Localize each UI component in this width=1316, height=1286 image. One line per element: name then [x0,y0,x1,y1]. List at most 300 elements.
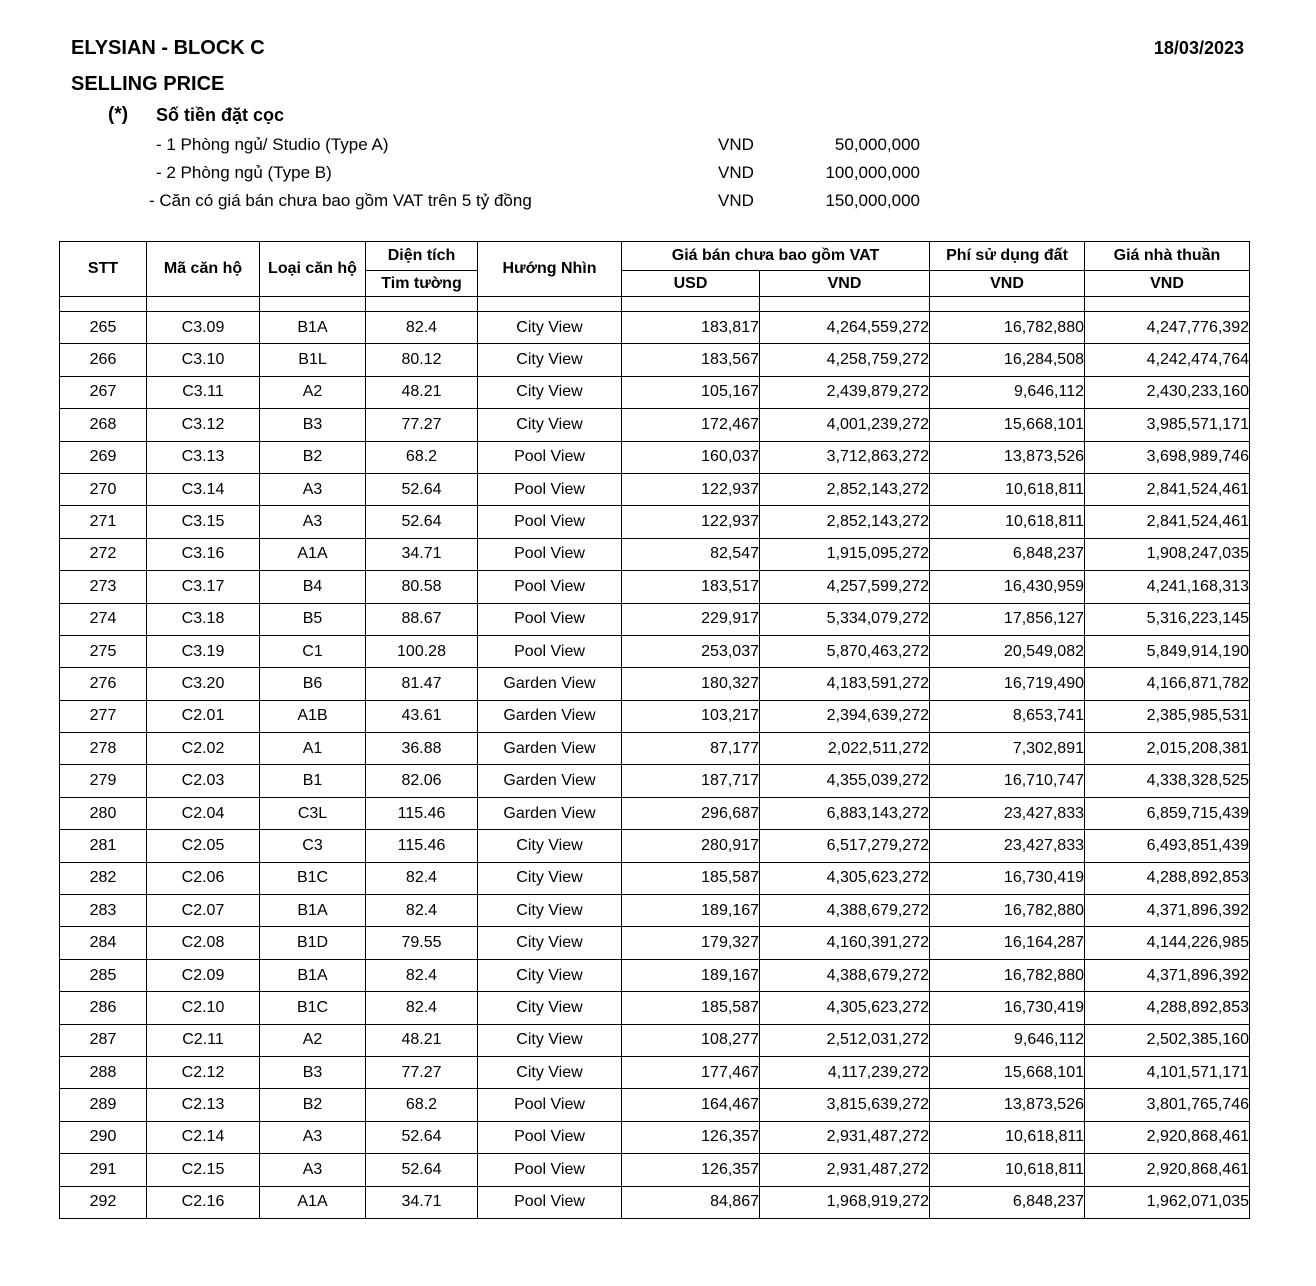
cell-price-usd: 189,167 [622,959,760,991]
table-row [60,765,1250,797]
cell-land-fee: 20,549,082 [930,635,1085,667]
cell-unit-type: B2 [260,1089,366,1121]
deposit-item [0,163,1316,187]
table-row [60,1056,1250,1088]
cell-land-fee: 16,730,419 [930,992,1085,1024]
table-row [60,344,1250,376]
table-row [60,895,1250,927]
deposit-amount: 100,000,000 [825,163,920,182]
header-stt: STT [60,242,147,297]
cell-land-fee: 10,618,811 [930,473,1085,505]
cell-unit-code: C3.13 [147,441,260,473]
cell-stt: 289 [60,1089,147,1121]
cell-price-vnd: 4,388,679,272 [760,895,930,927]
cell-price-vnd: 4,257,599,272 [760,571,930,603]
cell-net-price: 4,241,168,313 [1085,571,1250,603]
cell-price-usd: 280,917 [622,830,760,862]
cell-land-fee: 16,782,880 [930,312,1085,344]
cell-price-vnd: 4,355,039,272 [760,765,930,797]
table-row [60,1121,1250,1153]
cell-unit-type: B5 [260,603,366,635]
table-row [60,441,1250,473]
cell-price-vnd: 4,117,239,272 [760,1056,930,1088]
cell-unit-type: B6 [260,668,366,700]
table-row [60,959,1250,991]
cell-net-price: 4,247,776,392 [1085,312,1250,344]
cell-price-usd: 164,467 [622,1089,760,1121]
cell-net-price: 4,144,226,985 [1085,927,1250,959]
cell-price-usd: 82,547 [622,538,760,570]
cell-price-usd: 84,867 [622,1186,760,1218]
cell-net-price: 4,338,328,525 [1085,765,1250,797]
cell-price-vnd: 4,258,759,272 [760,344,930,376]
cell-price-vnd: 6,883,143,272 [760,797,930,829]
cell-net-price: 2,430,233,160 [1085,376,1250,408]
cell-net-price: 2,385,985,531 [1085,700,1250,732]
cell-net-price: 3,698,989,746 [1085,441,1250,473]
cell-area: 48.21 [366,376,478,408]
cell-area: 52.64 [366,1154,478,1186]
cell-land-fee: 17,856,127 [930,603,1085,635]
cell-area: 52.64 [366,1121,478,1153]
header-price-excl-vat: Giá bán chưa bao gồm VAT [622,242,930,271]
cell-area: 115.46 [366,797,478,829]
cell-price-usd: 87,177 [622,733,760,765]
cell-view: City View [478,992,622,1024]
cell-area: 34.71 [366,538,478,570]
header-unit-type: Loại căn hộ [260,242,366,297]
cell-land-fee: 9,646,112 [930,376,1085,408]
table-row [60,700,1250,732]
cell-stt: 286 [60,992,147,1024]
cell-price-usd: 180,327 [622,668,760,700]
cell-price-usd: 253,037 [622,635,760,667]
cell-stt: 292 [60,1186,147,1218]
header-net-price: Giá nhà thuần [1085,242,1250,271]
cell-unit-type: B4 [260,571,366,603]
cell-area: 100.28 [366,635,478,667]
cell-price-vnd: 3,712,863,272 [760,441,930,473]
cell-view: Pool View [478,1154,622,1186]
table-row [60,506,1250,538]
cell-unit-type: A3 [260,506,366,538]
cell-unit-type: C3 [260,830,366,862]
table-row [60,668,1250,700]
cell-unit-code: C3.18 [147,603,260,635]
cell-unit-code: C3.19 [147,635,260,667]
cell-area: 80.12 [366,344,478,376]
cell-unit-type: A1A [260,1186,366,1218]
cell-view: Pool View [478,1089,622,1121]
cell-area: 48.21 [366,1024,478,1056]
cell-stt: 290 [60,1121,147,1153]
cell-net-price: 2,841,524,461 [1085,473,1250,505]
cell-unit-code: C3.15 [147,506,260,538]
cell-price-vnd: 6,517,279,272 [760,830,930,862]
cell-unit-code: C3.14 [147,473,260,505]
cell-view: Pool View [478,635,622,667]
cell-net-price: 4,101,571,171 [1085,1056,1250,1088]
cell-price-vnd: 2,512,031,272 [760,1024,930,1056]
cell-net-price: 5,316,223,145 [1085,603,1250,635]
header-area-basis: Tim tường [366,271,478,297]
document-subtitle: SELLING PRICE [71,73,225,95]
cell-unit-type: A1A [260,538,366,570]
cell-stt: 267 [60,376,147,408]
cell-price-vnd: 4,264,559,272 [760,312,930,344]
cell-net-price: 2,920,868,461 [1085,1154,1250,1186]
cell-stt: 283 [60,895,147,927]
cell-unit-type: A3 [260,1121,366,1153]
cell-net-price: 1,908,247,035 [1085,538,1250,570]
cell-unit-type: A1 [260,733,366,765]
cell-unit-type: A1B [260,700,366,732]
cell-unit-code: C2.12 [147,1056,260,1088]
cell-unit-code: C2.04 [147,797,260,829]
cell-stt: 284 [60,927,147,959]
cell-price-usd: 126,357 [622,1154,760,1186]
cell-unit-code: C3.09 [147,312,260,344]
cell-area: 82.4 [366,862,478,894]
cell-unit-type: A3 [260,473,366,505]
cell-net-price: 3,985,571,171 [1085,409,1250,441]
cell-stt: 271 [60,506,147,538]
cell-price-usd: 179,327 [622,927,760,959]
cell-price-vnd: 2,931,487,272 [760,1154,930,1186]
cell-land-fee: 13,873,526 [930,1089,1085,1121]
cell-price-usd: 187,717 [622,765,760,797]
deposit-label: - 2 Phòng ngủ (Type B) [156,163,332,182]
cell-unit-type: A2 [260,1024,366,1056]
cell-price-usd: 177,467 [622,1056,760,1088]
cell-unit-code: C2.14 [147,1121,260,1153]
cell-net-price: 4,371,896,392 [1085,895,1250,927]
cell-stt: 272 [60,538,147,570]
cell-price-vnd: 4,305,623,272 [760,862,930,894]
cell-net-price: 2,841,524,461 [1085,506,1250,538]
cell-price-usd: 183,517 [622,571,760,603]
cell-unit-code: C2.02 [147,733,260,765]
cell-land-fee: 15,668,101 [930,1056,1085,1088]
cell-view: City View [478,409,622,441]
cell-price-vnd: 2,439,879,272 [760,376,930,408]
deposit-currency: VND [718,163,754,182]
cell-unit-type: B1C [260,862,366,894]
cell-view: Pool View [478,506,622,538]
cell-price-vnd: 2,852,143,272 [760,473,930,505]
cell-view: City View [478,376,622,408]
deposit-heading: Số tiền đặt cọc [156,105,285,125]
cell-price-vnd: 2,852,143,272 [760,506,930,538]
cell-area: 77.27 [366,409,478,441]
table-row [60,862,1250,894]
cell-unit-code: C3.11 [147,376,260,408]
cell-view: City View [478,1056,622,1088]
header-view: Hướng Nhìn [478,242,622,297]
cell-price-usd: 105,167 [622,376,760,408]
cell-price-vnd: 5,334,079,272 [760,603,930,635]
cell-net-price: 3,801,765,746 [1085,1089,1250,1121]
deposit-label: - Căn có giá bán chưa bao gồm VAT trên 5 tỷ đồng [149,191,532,210]
cell-view: City View [478,895,622,927]
cell-area: 79.55 [366,927,478,959]
cell-unit-type: C1 [260,635,366,667]
cell-stt: 281 [60,830,147,862]
cell-view: Garden View [478,733,622,765]
cell-stt: 265 [60,312,147,344]
cell-area: 34.71 [366,1186,478,1218]
cell-stt: 287 [60,1024,147,1056]
cell-net-price: 4,288,892,853 [1085,862,1250,894]
header-net-price-unit: VND [1085,271,1250,297]
cell-land-fee: 6,848,237 [930,1186,1085,1218]
cell-land-fee: 16,164,287 [930,927,1085,959]
cell-net-price: 2,920,868,461 [1085,1121,1250,1153]
cell-stt: 274 [60,603,147,635]
cell-land-fee: 8,653,741 [930,700,1085,732]
table-row [60,1154,1250,1186]
cell-land-fee: 16,710,747 [930,765,1085,797]
cell-area: 52.64 [366,473,478,505]
cell-unit-code: C2.15 [147,1154,260,1186]
cell-price-usd: 229,917 [622,603,760,635]
cell-land-fee: 23,427,833 [930,797,1085,829]
cell-price-usd: 126,357 [622,1121,760,1153]
cell-unit-code: C2.07 [147,895,260,927]
table-row [60,571,1250,603]
cell-view: Garden View [478,700,622,732]
cell-unit-code: C3.10 [147,344,260,376]
cell-stt: 268 [60,409,147,441]
cell-price-vnd: 1,968,919,272 [760,1186,930,1218]
cell-unit-type: B3 [260,1056,366,1088]
cell-stt: 288 [60,1056,147,1088]
cell-land-fee: 16,782,880 [930,895,1085,927]
table-row [60,473,1250,505]
cell-net-price: 4,371,896,392 [1085,959,1250,991]
cell-land-fee: 9,646,112 [930,1024,1085,1056]
header-land-fee-unit: VND [930,271,1085,297]
cell-price-vnd: 3,815,639,272 [760,1089,930,1121]
cell-price-usd: 103,217 [622,700,760,732]
deposit-amount: 150,000,000 [825,191,920,210]
cell-price-vnd: 2,931,487,272 [760,1121,930,1153]
header-vnd: VND [760,271,930,297]
cell-view: Pool View [478,1186,622,1218]
cell-price-usd: 183,817 [622,312,760,344]
cell-view: Pool View [478,473,622,505]
cell-view: City View [478,927,622,959]
table-row [60,1024,1250,1056]
cell-stt: 278 [60,733,147,765]
cell-unit-type: B1A [260,312,366,344]
cell-stt: 285 [60,959,147,991]
cell-unit-code: C2.06 [147,862,260,894]
cell-net-price: 2,015,208,381 [1085,733,1250,765]
cell-unit-code: C3.17 [147,571,260,603]
cell-area: 82.4 [366,959,478,991]
deposit-label: - 1 Phòng ngủ/ Studio (Type A) [156,135,389,154]
cell-area: 82.4 [366,312,478,344]
cell-area: 81.47 [366,668,478,700]
cell-unit-type: B2 [260,441,366,473]
header-usd: USD [622,271,760,297]
cell-area: 82.4 [366,895,478,927]
cell-net-price: 5,849,914,190 [1085,635,1250,667]
table-row [60,1186,1250,1218]
cell-net-price: 4,166,871,782 [1085,668,1250,700]
cell-view: Garden View [478,668,622,700]
table-row [60,603,1250,635]
cell-stt: 275 [60,635,147,667]
cell-unit-type: B1 [260,765,366,797]
header-unit-code: Mã căn hộ [147,242,260,297]
cell-unit-code: C2.05 [147,830,260,862]
table-row [60,312,1250,344]
cell-view: Pool View [478,1121,622,1153]
table-row [60,830,1250,862]
cell-unit-code: C3.16 [147,538,260,570]
document-date: 18/03/2023 [1153,38,1244,58]
header-land-fee: Phí sử dụng đất [930,242,1085,271]
cell-price-usd: 185,587 [622,862,760,894]
cell-land-fee: 16,719,490 [930,668,1085,700]
cell-price-vnd: 1,915,095,272 [760,538,930,570]
cell-unit-code: C3.20 [147,668,260,700]
cell-price-usd: 108,277 [622,1024,760,1056]
cell-stt: 282 [60,862,147,894]
cell-view: City View [478,862,622,894]
cell-area: 36.88 [366,733,478,765]
cell-stt: 276 [60,668,147,700]
cell-price-usd: 160,037 [622,441,760,473]
cell-land-fee: 10,618,811 [930,506,1085,538]
cell-net-price: 4,288,892,853 [1085,992,1250,1024]
cell-land-fee: 16,782,880 [930,959,1085,991]
cell-land-fee: 10,618,811 [930,1154,1085,1186]
cell-price-vnd: 4,388,679,272 [760,959,930,991]
deposit-item [0,135,1316,159]
cell-land-fee: 23,427,833 [930,830,1085,862]
cell-area: 68.2 [366,441,478,473]
cell-stt: 266 [60,344,147,376]
cell-area: 68.2 [366,1089,478,1121]
cell-view: City View [478,312,622,344]
price-table-header [60,242,1250,312]
cell-price-usd: 122,937 [622,473,760,505]
table-row [60,733,1250,765]
cell-price-vnd: 4,001,239,272 [760,409,930,441]
cell-area: 77.27 [366,1056,478,1088]
deposit-currency: VND [718,191,754,210]
cell-land-fee: 13,873,526 [930,441,1085,473]
cell-net-price: 6,493,851,439 [1085,830,1250,862]
cell-stt: 273 [60,571,147,603]
cell-unit-type: A2 [260,376,366,408]
cell-land-fee: 6,848,237 [930,538,1085,570]
cell-unit-type: A3 [260,1154,366,1186]
deposit-marker: (*) [108,104,129,125]
cell-net-price: 6,859,715,439 [1085,797,1250,829]
price-table-body [60,312,1250,1219]
cell-stt: 270 [60,473,147,505]
cell-price-usd: 172,467 [622,409,760,441]
cell-area: 82.4 [366,992,478,1024]
cell-unit-type: B1D [260,927,366,959]
table-row [60,1089,1250,1121]
cell-unit-type: B1A [260,895,366,927]
cell-area: 43.61 [366,700,478,732]
cell-view: Garden View [478,797,622,829]
cell-view: Pool View [478,538,622,570]
cell-unit-type: B1A [260,959,366,991]
cell-view: Pool View [478,603,622,635]
cell-land-fee: 16,430,959 [930,571,1085,603]
header-area: Diện tích [366,242,478,271]
cell-stt: 277 [60,700,147,732]
deposit-currency: VND [718,135,754,154]
document-title: ELYSIAN - BLOCK C [71,37,265,59]
cell-price-usd: 185,587 [622,992,760,1024]
cell-price-vnd: 4,160,391,272 [760,927,930,959]
cell-unit-code: C2.11 [147,1024,260,1056]
cell-price-usd: 296,687 [622,797,760,829]
cell-unit-type: B3 [260,409,366,441]
cell-stt: 291 [60,1154,147,1186]
cell-area: 88.67 [366,603,478,635]
cell-unit-type: B1L [260,344,366,376]
cell-view: City View [478,959,622,991]
cell-stt: 269 [60,441,147,473]
table-row [60,927,1250,959]
deposit-amount: 50,000,000 [834,135,920,154]
table-row [60,538,1250,570]
cell-price-usd: 122,937 [622,506,760,538]
cell-area: 82.06 [366,765,478,797]
deposit-item [0,191,1316,215]
cell-view: City View [478,830,622,862]
cell-area: 115.46 [366,830,478,862]
cell-price-vnd: 4,183,591,272 [760,668,930,700]
table-row [60,635,1250,667]
price-table [59,241,1250,1219]
cell-land-fee: 16,730,419 [930,862,1085,894]
cell-land-fee: 16,284,508 [930,344,1085,376]
table-row [60,376,1250,408]
cell-land-fee: 15,668,101 [930,409,1085,441]
cell-unit-code: C2.13 [147,1089,260,1121]
cell-view: City View [478,1024,622,1056]
cell-unit-code: C2.08 [147,927,260,959]
cell-unit-code: C2.10 [147,992,260,1024]
cell-area: 52.64 [366,506,478,538]
table-row [60,409,1250,441]
cell-view: Pool View [478,571,622,603]
cell-view: Garden View [478,765,622,797]
cell-unit-code: C2.16 [147,1186,260,1218]
cell-net-price: 2,502,385,160 [1085,1024,1250,1056]
cell-unit-type: C3L [260,797,366,829]
cell-land-fee: 10,618,811 [930,1121,1085,1153]
cell-price-vnd: 5,870,463,272 [760,635,930,667]
cell-unit-code: C2.09 [147,959,260,991]
cell-price-vnd: 4,305,623,272 [760,992,930,1024]
cell-price-usd: 183,567 [622,344,760,376]
cell-net-price: 1,962,071,035 [1085,1186,1250,1218]
cell-unit-code: C2.01 [147,700,260,732]
cell-price-usd: 189,167 [622,895,760,927]
cell-view: Pool View [478,441,622,473]
